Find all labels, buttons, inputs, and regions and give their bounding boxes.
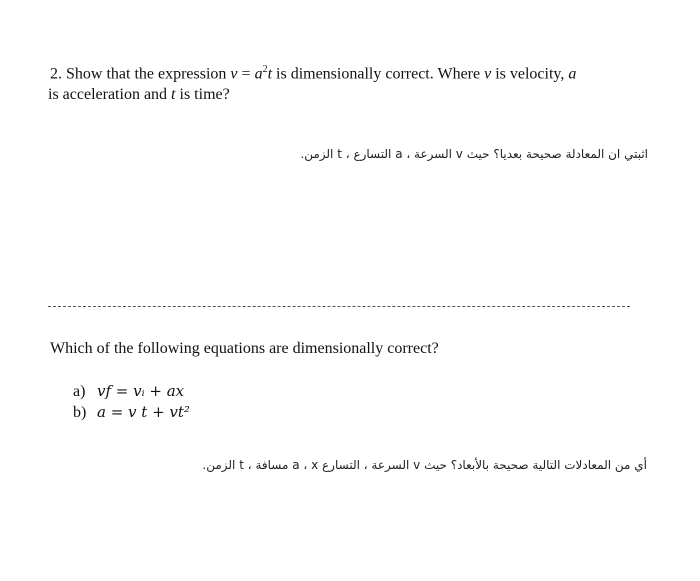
variable-v: v: [484, 65, 492, 83]
question-text-part: is acceleration and: [48, 86, 168, 104]
question-number: 2.: [50, 65, 62, 83]
option-equation: a = v t + vt²: [97, 403, 190, 421]
option-a: [73, 381, 190, 402]
options-list: [73, 381, 190, 423]
option-label: b): [73, 404, 87, 421]
question-2: Which of the following equations are dimensionally correct?: [50, 340, 439, 357]
variable-a: a: [568, 65, 577, 83]
expression-a: a: [254, 65, 263, 83]
option-equation: vf = vᵢ + ax: [97, 382, 185, 400]
expression-t: t: [267, 65, 273, 83]
question-1: [50, 59, 670, 105]
option-b: [73, 402, 190, 423]
arabic-question-1: اثبتي ان المعادلة صحيحة بعديا؟ حيث v السرعة ، a التسارع ، t الزمن.: [300, 147, 648, 161]
expression-equals: =: [241, 65, 251, 83]
question-text-part: Show that the expression: [66, 65, 227, 83]
question-text-part: is velocity,: [495, 65, 565, 83]
expression-v: v: [230, 65, 238, 83]
question-text-part: is dimensionally correct. Where: [276, 65, 481, 83]
question-text-part: is time?: [179, 86, 230, 104]
variable-t: t: [171, 86, 176, 104]
arabic-question-2: أي من المعادلات التالية صحيحة بالأبعاد؟ حيث v السرعة ، التسارع a ، x مسافة ، t الزمن.: [202, 458, 647, 472]
dashed-divider: [48, 306, 630, 307]
option-label: a): [73, 383, 86, 400]
expression-exponent: 2: [262, 64, 268, 75]
